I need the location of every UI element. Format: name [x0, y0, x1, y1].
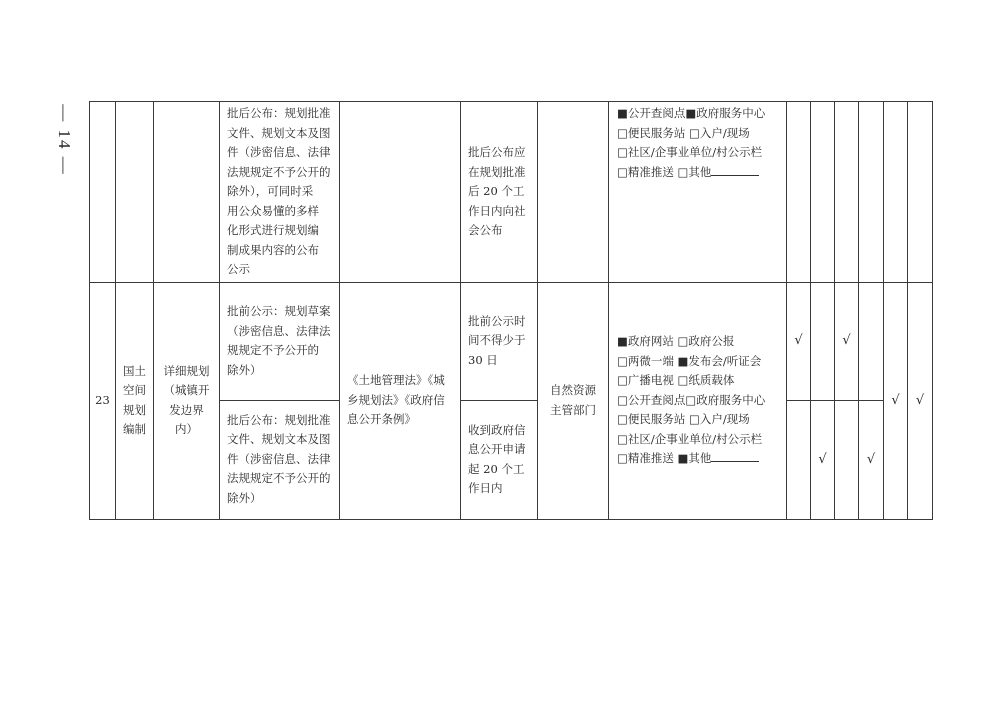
category-cell	[116, 282, 154, 519]
category-cell-empty	[116, 102, 154, 283]
check-cell: √	[908, 282, 933, 519]
blank-underline	[711, 449, 759, 462]
check-cell: √	[884, 282, 908, 519]
channel-line: ■公开查阅点■政府服务中心	[617, 106, 766, 120]
item-cell	[154, 282, 220, 519]
time-line: 批后公布应	[468, 145, 526, 159]
content-line: 除外）	[227, 490, 262, 505]
time-after-cell	[461, 400, 538, 519]
content-line: 公示	[227, 262, 250, 276]
channel-line: □广播电视 □纸质载体	[617, 373, 735, 388]
page-number-text: — 14 —	[55, 104, 74, 176]
check-cell	[859, 102, 884, 283]
time-line: 起 20 个工	[468, 461, 525, 476]
content-line: 批后公布：规划批准	[227, 412, 331, 427]
category-line: 规划	[123, 402, 146, 417]
time-line: 息公开申请	[468, 442, 526, 456]
channel-line: □社区/企事业单位/村公示栏	[617, 145, 763, 159]
department-line: 自然资源	[550, 383, 596, 397]
check-cell	[835, 102, 859, 283]
basis-line: 乡规划法》《政府信	[347, 392, 445, 407]
basis-cell	[340, 282, 461, 519]
check-cell: √	[811, 400, 835, 519]
disclosure-table	[89, 101, 933, 520]
content-line: 文件、规划文本及图	[227, 125, 331, 140]
category-line: 编制	[123, 422, 146, 436]
department-cell-empty	[538, 102, 609, 283]
channel-line: □便民服务站 □入户/现场	[617, 412, 750, 427]
time-line: 收到政府信	[468, 422, 526, 437]
item-line: （城镇开	[163, 383, 210, 397]
item-cell-empty	[154, 102, 220, 283]
content-line: （涉密信息、法律法	[227, 323, 331, 338]
item-line: 详细规划	[163, 363, 210, 378]
department-cell	[538, 282, 609, 519]
category-line: 空间	[123, 383, 146, 397]
time-before-cell	[461, 282, 538, 400]
channel-line: □两微一端 ■发布会/听证会	[617, 353, 762, 368]
content-line: 规规定不予公开的	[227, 343, 319, 357]
time-line: 作日内	[468, 481, 503, 495]
page-number	[52, 100, 76, 180]
index-cell: 23	[90, 282, 116, 519]
channel-cell	[609, 102, 787, 283]
channel-text: □精准推送 □其他	[617, 164, 712, 179]
basis-cell-empty	[340, 102, 461, 283]
department-line: 主管部门	[550, 402, 596, 417]
channel-line	[617, 163, 778, 183]
content-line: 件（涉密信息、法律	[227, 451, 331, 466]
time-line: 批前公示时	[468, 313, 526, 328]
check-cell	[859, 282, 884, 400]
time-line: 作日内向社	[468, 203, 526, 218]
content-before-cell	[220, 282, 340, 400]
check-cell	[835, 400, 859, 519]
content-line: 批前公示：规划草案	[227, 304, 331, 318]
check-cell	[884, 102, 908, 283]
channel-line: □公开查阅点□政府服务中心	[617, 392, 766, 407]
channel-line: □便民服务站 □入户/现场	[617, 125, 750, 140]
channel-line: □社区/企事业单位/村公示栏	[617, 431, 763, 446]
time-limit-cell	[461, 102, 538, 283]
check-cell: √	[787, 282, 811, 400]
content-line: 件（涉密信息、法律	[227, 145, 331, 159]
content-line: 法规规定不予公开的	[227, 471, 331, 486]
channel-line	[617, 449, 778, 469]
time-line: 30 日	[468, 352, 498, 367]
content-cell	[220, 102, 340, 283]
content-line: 除外），可同时采	[227, 184, 314, 198]
time-line: 间不得少于	[468, 333, 526, 348]
table-row-continued	[90, 102, 933, 283]
time-line: 会公布	[468, 223, 503, 237]
content-line: 批后公布：规划批准	[227, 106, 331, 120]
content-line: 制成果内容的公布	[227, 242, 319, 257]
content-line: 法规规定不予公开的	[227, 164, 331, 179]
channel-cell	[609, 282, 787, 519]
blank-underline	[711, 163, 759, 176]
check-cell	[811, 102, 835, 283]
check-cell	[908, 102, 933, 283]
basis-line: 息公开条例》	[347, 412, 416, 427]
content-line: 化形式进行规划编	[227, 223, 319, 237]
check-cell	[787, 400, 811, 519]
content-after-cell	[220, 400, 340, 519]
content-line: 用公众易懂的多样	[227, 203, 319, 218]
basis-line: 《土地管理法》《城	[347, 373, 445, 388]
channel-line: ■政府网站 □政府公报	[617, 334, 735, 349]
check-cell: √	[835, 282, 859, 400]
check-cell	[787, 102, 811, 283]
category-line: 国土	[123, 363, 146, 378]
content-line: 文件、规划文本及图	[227, 432, 331, 447]
channel-text: □精准推送 ■其他	[617, 451, 712, 466]
check-cell: √	[859, 400, 884, 519]
index-cell-empty	[90, 102, 116, 283]
time-line: 在规划批准	[468, 164, 526, 179]
table-row-23-before	[90, 282, 933, 400]
time-line: 后 20 个工	[468, 184, 525, 198]
check-cell	[811, 282, 835, 400]
item-line: 发边界	[169, 402, 204, 417]
item-line: 内）	[175, 422, 198, 436]
content-line: 除外）	[227, 362, 262, 377]
